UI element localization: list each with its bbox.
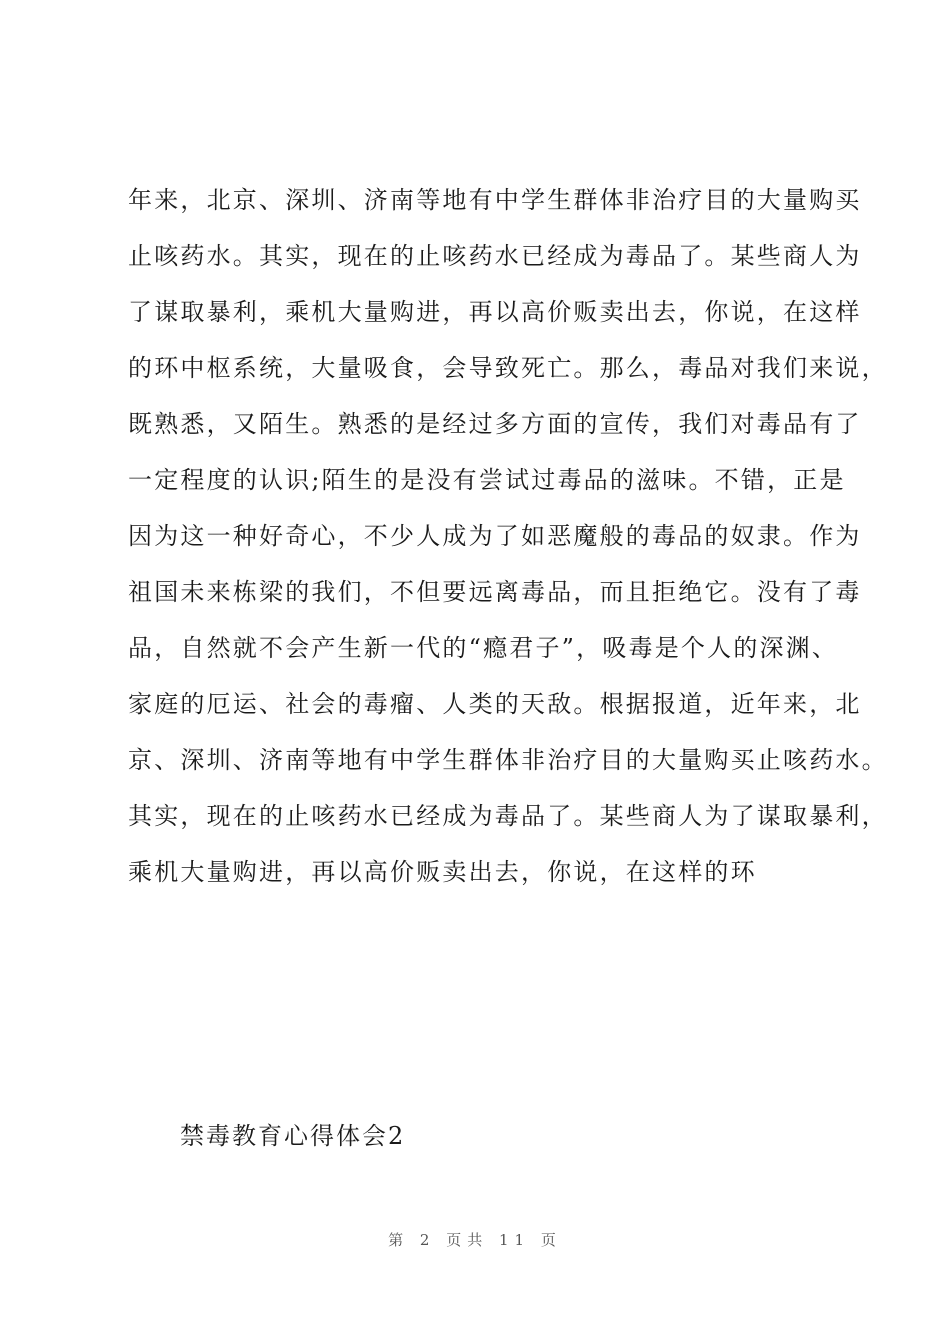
paragraph-line: 乘机大量购进，再以高价贩卖出去，你说，在这样的环 bbox=[128, 858, 757, 886]
paragraph-line: 其实，现在的止咳药水已经成为毒品了。某些商人为了谋取暴利， bbox=[128, 802, 888, 830]
paragraph-line: 因为这一种好奇心，不少人成为了如恶魔般的毒品的奴隶。作为 bbox=[128, 522, 862, 550]
page-footer: 第 2 页共 11 页 bbox=[388, 1231, 562, 1249]
paragraph-line: 的环中枢系统，大量吸食，会导致死亡。那么，毒品对我们来说， bbox=[128, 354, 888, 382]
body-paragraph bbox=[128, 172, 888, 900]
paragraph-line: 年来，北京、深圳、济南等地有中学生群体非治疗目的大量购买 bbox=[128, 186, 862, 214]
paragraph-line: 止咳药水。其实，现在的止咳药水已经成为毒品了。某些商人为 bbox=[128, 242, 862, 270]
paragraph-line: 一定程度的认识;陌生的是没有尝试过毒品的滋味。不错，正是 bbox=[128, 466, 846, 494]
paragraph-line: 品，自然就不会产生新一代的“瘾君子”，吸毒是个人的深渊、 bbox=[128, 634, 839, 662]
section-heading: 禁毒教育心得体会2 bbox=[180, 1122, 406, 1150]
paragraph-line: 祖国未来栋梁的我们，不但要远离毒品，而且拒绝它。没有了毒 bbox=[128, 578, 862, 606]
paragraph-line: 既熟悉，又陌生。熟悉的是经过多方面的宣传，我们对毒品有了 bbox=[128, 410, 862, 438]
paragraph-line: 了谋取暴利，乘机大量购进，再以高价贩卖出去，你说，在这样 bbox=[128, 298, 862, 326]
paragraph-line: 家庭的厄运、社会的毒瘤、人类的天敌。根据报道，近年来，北 bbox=[128, 690, 862, 718]
paragraph-line: 京、深圳、济南等地有中学生群体非治疗目的大量购买止咳药水。 bbox=[128, 746, 888, 774]
